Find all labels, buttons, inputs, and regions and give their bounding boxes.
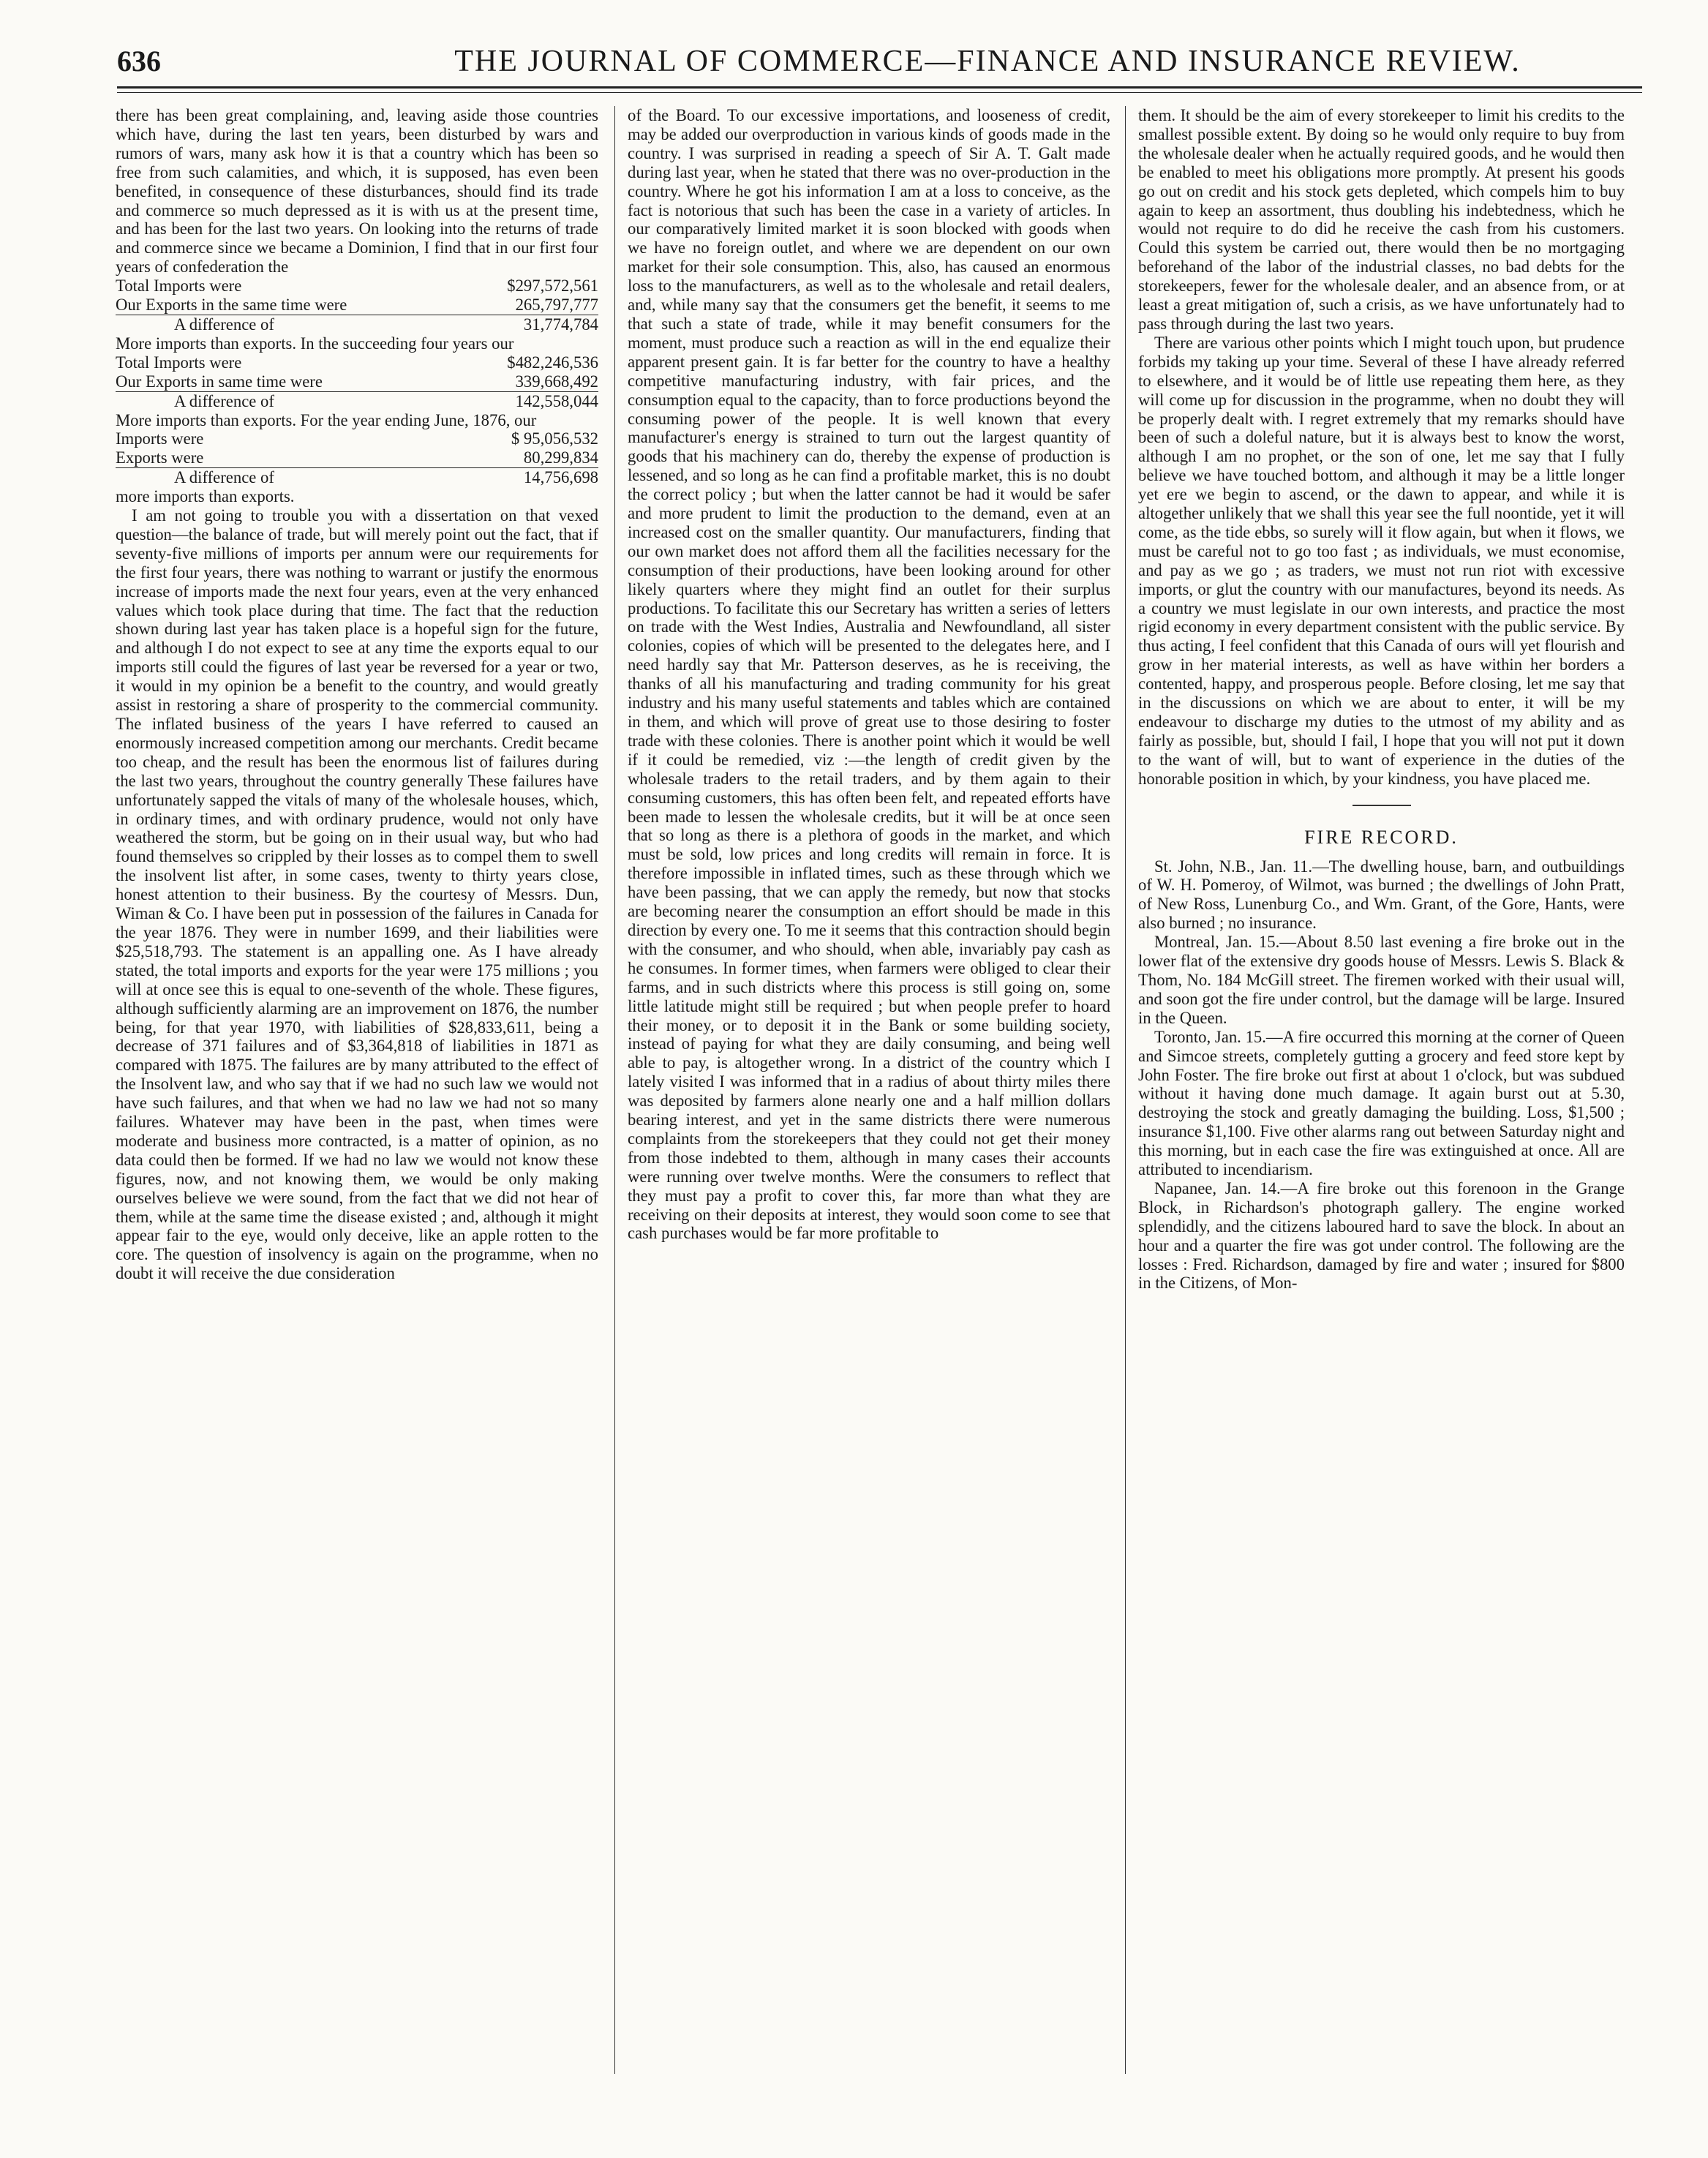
table-label: Our Exports in same time were: [116, 372, 451, 391]
table-value: 80,299,834: [427, 448, 598, 467]
trade-table-3: [116, 429, 598, 487]
table-value: 339,668,492: [451, 372, 598, 391]
column-3: [1138, 106, 1625, 2085]
trade-table-1: [116, 277, 598, 334]
column-divider: [1125, 106, 1126, 2074]
paragraph: There are various other points which I might touch upon, but prudence forbids my taking up your time. Several of these I have already referred to elsewhere, and it would be of little use repeating them here, as they will come up for discussion in the programme, when no doubt they will be properly dealt with. I regret extremely that my remarks should have been of such a doleful nature, but it is always best to know the worst, although I am no prophet, or the son of one, let me say that I fully believe we have touched bottom, and although it may be a little longer yet ere we begin to ascend, or the dawn to appear, and while it is altogether unlikely that we shall this year see the full noontide, yet it will come, as the tide ebbs, so surely will it flow again, but when it flows, we must be careful not to go too fast ; as individuals, we must economise, and pay as we go ; as traders, we must not run riot with excessive imports, or glut the country with our manufactures, beyond its needs. As a country we must legislate in our own interests, and practice the most rigid economy in every department consistent with the public service. By thus acting, I feel confident that this Canada of ours will yet flourish and grow in her material interests, as well as have within her borders a contented, happy, and prosperous people. Before closing, let me say that in the discussions on which we are about to enter, it will be my endeavour to discharge my duties to the utmost of my ability and as fairly as possible, but, should I fail, I hope that you will not put it down to the want of will, but to want of experience in the duties of the honorable position in which, by your kindness, you have placed me.: [1138, 333, 1625, 788]
column-2: [628, 106, 1110, 2085]
table-value: $482,246,536: [507, 353, 598, 372]
news-item: Montreal, Jan. 15.—About 8.50 last evening a fire broke out in the lower flat of the extensive dry goods house of Messrs. Lewis S. Black & Thom, No. 184 McGill street. The firemen worked with their usual will, and soon got the fire under control, but the damage will be large. Insured in the Queen.: [1138, 933, 1625, 1027]
header-rule: [117, 86, 1642, 89]
column-divider: [614, 106, 615, 2074]
table-label: Exports were: [116, 448, 427, 467]
running-title: THE JOURNAL OF COMMERCE—FINANCE AND INSURANCE REVIEW.: [454, 45, 1521, 78]
table-value: $297,572,561: [507, 277, 598, 296]
news-item: St. John, N.B., Jan. 11.—The dwelling house, barn, and outbuildings of W. H. Pomeroy, of Wilmot, was burned ; the dwellings of John Pratt, of New Ross, Lunenburg Co., and Wm. Grant, of the Gore, Hants, were also burned ; no insurance.: [1138, 857, 1625, 933]
paragraph: I am not going to trouble you with a dissertation on that vexed question—the balance of trade, but will merely point out the fact, that if seventy-five millions of imports per annum were our requirements for the first four years, there was nothing to warrant or justify the enormous increase of imports made the next four years, even at the very enhanced values which took place during that time. The fact that the reduction shown during last year has taken place is a hopeful sign for the future, and although I do not expect to see at any time the exports equal to our imports still could the figures of last year be reversed for a year or two, it would in my opinion be a benefit to the country, and would greatly assist in restoring a share of prosperity to the commercial community. The inflated business of the years I have referred to caused an enormously increased competition among our merchants. Credit became too cheap, and the result has been the enormous list of failures during the last two years, throughout the country generally These failures have unfortunately sapped the vitals of many of the wholesale houses, which, in ordinary times, and with ordinary prudence, would not only have weathered the storm, but be going on in their usual way, but who had found themselves so crippled by their losses as to compel them to swell the insolvent list after, in some cases, twenty to thirty years close, honest attention to their business. By the courtesy of Messrs. Dun, Wiman & Co. I have been put in possession of the failures in Canada for the year 1876. They were in number 1699, and their liabilities were $25,518,793. The statement is an appalling one. As I have already stated, the total imports and exports for the year were 175 millions ; you will at once see this is equal to one-seventh of the whole. These figures, although sufficiently alarming are an improvement on 1876, the number being, for that year 1970, with liabilities of $28,833,611, being a decrease of 371 failures and of $3,364,818 of liabilities in 1871 as compared with 1875. The failures are by many attributed to the effect of the Insolvent law, and who say that if we had no such law we would not have such failures, and that when we had no law we had not so many failures. Whatever may have been in the past, when times were moderate and business more contracted, is a matter of opinion, as no data could then be formed. If we had no law we would not know these figures, now, and not knowing them, we would be only making ourselves believe we were sound, from the fact that we did not hear of them, while at the same time the disease existed ; and, although it might appear fair to the eye, would only deceive, like an apple rotten to the core. The question of insolvency is again on the programme, when no doubt it will receive the due consideration: [116, 506, 598, 1283]
table-value: 31,774,784: [523, 315, 598, 334]
page-header: [110, 44, 1642, 88]
table-label: Imports were: [116, 429, 204, 448]
news-item: Napanee, Jan. 14.—A fire broke out this forenoon in the Grange Block, in Richardson's photograph gallery. The engine worked splendidly, and the citizens laboured hard to save the block. In about an hour and a quarter the fire was got under control. The following are the losses : Fred. Richardson, damaged by fire and water ; insured for $800 in the Citizens, of Mon-: [1138, 1178, 1625, 1293]
paragraph: there has been great complaining, and, leaving aside those countries which have, during the last ten years, been disturbed by wars and rumors of wars, many ask how it is that a country which has been so free from such calamities, and which, it is supposed, has even been benefited, in consequence of these disturbances, should find its trade and commerce so much depressed as it is with us at the present time, and has been for the last two years. On looking into the returns of trade and commerce since we became a Dominion, I find that in our first four years of confederation the: [116, 106, 598, 277]
news-item: Toronto, Jan. 15.—A fire occurred this morning at the corner of Queen and Simcoe streets, completely gutting a grocery and feed store kept by John Foster. The fire broke out first at about 1 o'clock, but was subdued without it having done much damage. It again burst out at 5.30, destroying the stock and greatly damaging the building. Loss, $1,500 ; insurance $1,100. Five other alarms rang out between Saturday night and this morning, but in each case the fire was extinguished at once. All are attributed to incendiarism.: [1138, 1027, 1625, 1179]
table-value: 14,756,698: [523, 468, 598, 487]
section-title: FIRE RECORD.: [1304, 826, 1459, 848]
paragraph: More imports than exports. In the succeeding four years our: [116, 334, 514, 353]
table-label: Total Imports were: [116, 353, 242, 372]
paragraph: more imports than exports.: [116, 487, 295, 506]
page-number: 636: [117, 45, 161, 78]
section-divider: [1353, 805, 1411, 806]
table-value: 265,797,777: [462, 296, 598, 315]
table-label: A difference of: [174, 391, 274, 410]
table-label: A difference of: [174, 468, 274, 487]
table-label: Our Exports in the same time were: [116, 296, 462, 315]
header-rule-thin: [117, 92, 1642, 93]
paragraph: More imports than exports. For the year ending June, 1876, our: [116, 410, 537, 429]
table-value: $ 95,056,532: [511, 429, 598, 448]
table-label: A difference of: [174, 315, 274, 334]
paragraph: of the Board. To our excessive importations, and looseness of credit, may be added our overproduction in various kinds of goods made in the country. I was surprised in reading a speech of Sir A. T. Galt made during last year, when he stated that there was no over-production in the country. Where he got his information I am at a loss to conceive, as the fact is notorious that such has been the case in a variety of articles. In our comparatively limited market it is soon blocked with goods when we have no foreign outlet, and where we are dependent on our own market for their sole consumption. This, also, has caused an enormous loss to the manufacturers, as well as to the wholesale and retail dealers, and, while many say that the consumers get the benefit, it seems to me that such a state of trade, while it may benefit consumers for the moment, must produce such a reaction as will in the end equalize their apparent present gain. It is far better for the country to have a healthy competitive manufacturing industry, with fair prices, and the consumption equal to the capacity, than to force productions beyond the consuming power of the people. It is well known that every manufacturer's energy is strained to turn out the largest quantity of goods that his machinery can do, thereby the expense of production is lessened, and so long as he can find a profitable market, this is no doubt the correct policy ; but when the latter cannot be had it would be safer and more prudent to limit the production to the demand, even at an increased cost on the smaller quantity. Our manufacturers, finding that our own market does not afford them all the facilities necessary for the consumption of their productions, have been looking around for other likely quarters where they might find an outlet for their surplus productions. To facilitate this our Secretary has written a series of letters on trade with the West Indies, Australia and Newfoundland, all sister colonies, copies of which will be presented to the delegates here, and I need hardly say that Mr. Patterson deserves, as he is receiving, the thanks of all his manufacturing and trading community for his great industry and his many useful statements and tables which are contained in them, and which will prove of great use to those desiring to foster trade with these colonies. There is another point which it would be well if it could be remedied, viz :—the length of credit given by the wholesale traders to the retail traders, and by them again to their consuming customers, this has often been felt, and repeated efforts have been made to lessen the wholesale credits, but it will be at once seen that so long as there is a plethora of goods in the market, and which must be sold, low prices and long credits will remain in force. It is therefore impossible in inflated times, such as these through which we have been passing, that we can apply the remedy, but now that stocks are becoming nearer the consumption an effort should be made in this direction by every one. To me it seems that this contraction should begin with the consumer, and who should, when able, invariably pay cash as he consumes. In former times, when farmers were obliged to clear their farms, and in such districts where this process is still going on, some little latitude might still be required ; but when people prefer to hoard their money, or to deposit it in the Bank or some building society, instead of paying for what they are daily consuming, and being well able to pay, is altogether wrong. In a district of the country which I lately visited I was informed that in a radius of about thirty miles there was deposited by farmers alone nearly one and a half million dollars bearing interest, and yet in the same districts there were numerous complaints from the storekeepers that they could not get their money from those indebted to them, although in many cases their accounts were running over twelve months. Were the consumers to reflect that they must pay a profit to cover this, far more than what they are receiving on their deposits at interest, they would soon come to see that cash purchases would be far more profitable to: [628, 106, 1110, 1243]
paragraph: them. It should be the aim of every storekeeper to limit his credits to the smallest possible extent. By doing so he would only require to buy from the wholesale dealer when he actually required goods, and he would then be enabled to meet his obligations more promptly. At present his goods go out on credit and his stock gets depleted, which compels him to buy again to keep an assortment, thus doubling his indebtedness, which he would not require to do did he receive the cash from his customers. Could this system be carried out, there would then be no mortgaging beforehand of the labor of the industrial classes, no bad debts for the storekeepers, fewer for the wholesale dealer, and an absence from, or at least a great mitigation of, such a crisis, as we have unfortunately had to pass through during the last two years.: [1138, 106, 1625, 333]
table-value: 142,558,044: [515, 391, 598, 410]
table-label: Total Imports were: [116, 277, 242, 296]
trade-table-2: [116, 353, 598, 411]
column-1: [116, 106, 598, 2085]
